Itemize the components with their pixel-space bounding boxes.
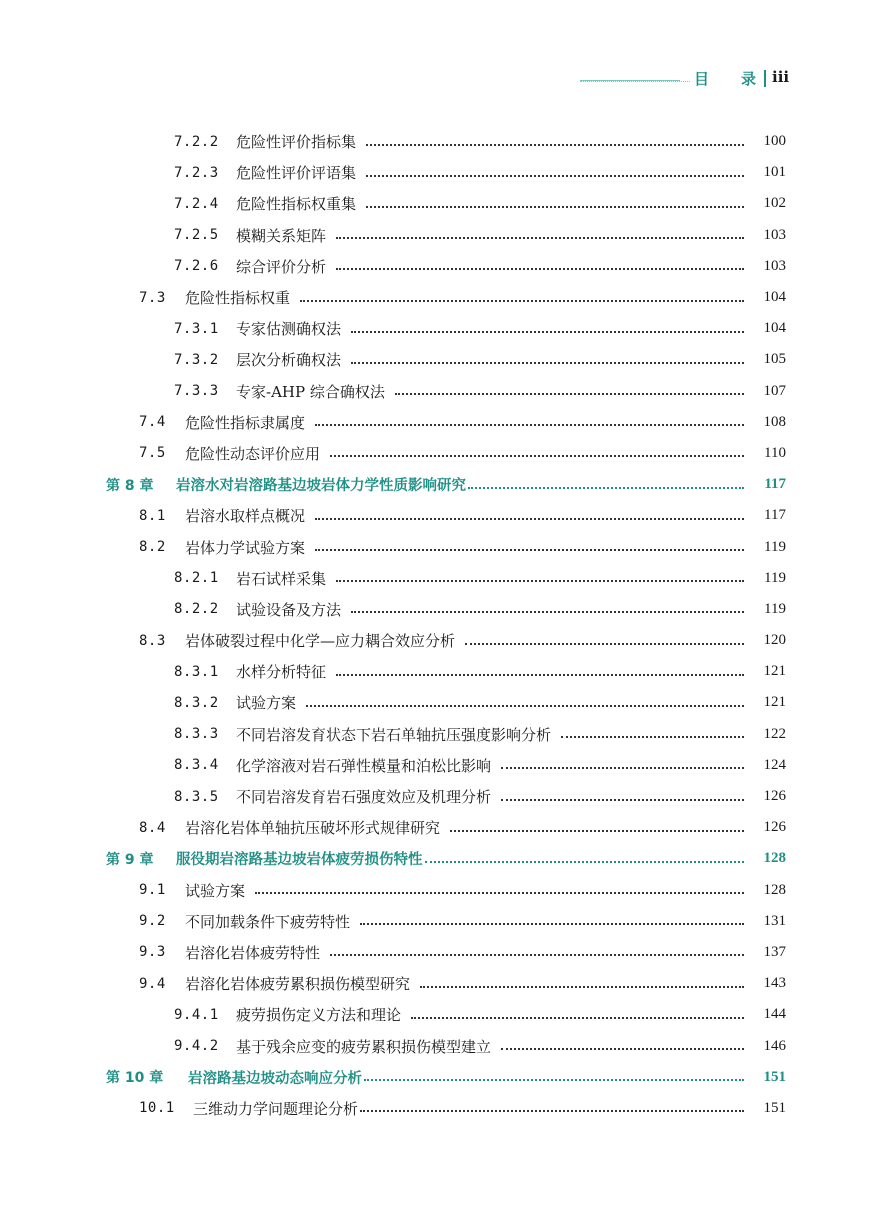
toc-entry-number: 7.2.2 bbox=[174, 133, 219, 150]
header-divider-bar bbox=[764, 70, 766, 87]
toc-entry-page: 119 bbox=[764, 538, 786, 555]
toc-entry[interactable] bbox=[0, 376, 869, 407]
toc-entry[interactable] bbox=[0, 407, 869, 438]
toc-entry-number: 7.3.2 bbox=[174, 351, 219, 368]
toc-entry-page: 121 bbox=[763, 694, 786, 711]
toc-entry-page: 119 bbox=[764, 569, 786, 586]
toc-entry-title: 三维动力学问题理论分析 bbox=[193, 1099, 359, 1118]
toc-entry[interactable] bbox=[0, 220, 869, 251]
toc-dot-leader bbox=[395, 393, 744, 395]
toc-entry-number: 7.3 bbox=[139, 289, 166, 306]
toc-entry[interactable] bbox=[0, 1093, 869, 1124]
toc-dot-leader bbox=[336, 674, 744, 676]
header-page-number: iii bbox=[772, 68, 790, 86]
toc-entry-title: 不同加载条件下疲劳特性 bbox=[185, 912, 351, 931]
toc-entry-page: 103 bbox=[763, 226, 786, 243]
toc-entry-number: 8.3 bbox=[139, 632, 166, 649]
toc-dot-leader bbox=[351, 362, 744, 364]
toc-dot-leader bbox=[465, 643, 744, 645]
toc-entry-title: 岩体破裂过程中化学—应力耦合效应分析 bbox=[185, 632, 456, 651]
toc-dot-leader bbox=[420, 986, 744, 988]
toc-entry[interactable] bbox=[0, 750, 869, 781]
header-char-2: 录 bbox=[741, 70, 757, 88]
toc-entry[interactable] bbox=[0, 687, 869, 718]
toc-entry-page: 143 bbox=[763, 975, 786, 992]
toc-entry[interactable] bbox=[0, 1030, 869, 1061]
toc-entry-number: 9.4 bbox=[139, 975, 166, 992]
toc-entry[interactable] bbox=[0, 812, 869, 843]
toc-entry-title: 岩石试样采集 bbox=[236, 569, 327, 588]
toc-chapter-entry[interactable] bbox=[0, 469, 869, 500]
toc-dot-leader bbox=[411, 1017, 744, 1019]
toc-dot-leader bbox=[351, 331, 744, 333]
header-section-title bbox=[694, 68, 756, 89]
toc-dot-leader bbox=[315, 518, 744, 520]
toc-entry[interactable] bbox=[0, 968, 869, 999]
toc-entry[interactable] bbox=[0, 906, 869, 937]
toc-entry[interactable] bbox=[0, 999, 869, 1030]
toc-dot-leader bbox=[425, 861, 745, 863]
toc-entry-number: 7.4 bbox=[139, 414, 166, 431]
toc-entry-page: 103 bbox=[763, 257, 786, 274]
toc-entry-page: 151 bbox=[763, 1099, 786, 1116]
toc-entry-page: 151 bbox=[763, 1068, 786, 1085]
toc-entry[interactable] bbox=[0, 282, 869, 313]
toc-entry-title: 岩溶化岩体单轴抗压破坏形式规律研究 bbox=[185, 819, 441, 838]
toc-entry-number: 7.5 bbox=[139, 445, 166, 462]
toc-entry-number: 8.1 bbox=[139, 507, 166, 524]
toc-entry-number: 8.2.1 bbox=[174, 570, 219, 587]
toc-entry-title: 危险性指标权重 bbox=[185, 289, 291, 308]
toc-entry-number: 8.4 bbox=[139, 819, 166, 836]
header-dotted-rule bbox=[580, 81, 690, 82]
toc-entry-title: 化学溶液对岩石弹性模量和泊松比影响 bbox=[236, 756, 492, 775]
toc-entry[interactable] bbox=[0, 625, 869, 656]
toc-entry-number: 7.3.3 bbox=[174, 383, 219, 400]
toc-entry[interactable] bbox=[0, 875, 869, 906]
toc-dot-leader bbox=[501, 1048, 744, 1050]
toc-entry[interactable] bbox=[0, 157, 869, 188]
toc-entry-title: 层次分析确权法 bbox=[236, 351, 342, 370]
toc-entry[interactable] bbox=[0, 188, 869, 219]
toc-entry-page: 120 bbox=[763, 632, 786, 649]
toc-entry[interactable] bbox=[0, 656, 869, 687]
toc-entry-number: 8.3.5 bbox=[174, 788, 219, 805]
toc-entry[interactable] bbox=[0, 251, 869, 282]
toc-dot-leader bbox=[366, 175, 744, 177]
toc-dot-leader bbox=[468, 487, 744, 489]
toc-entry-page: 128 bbox=[763, 850, 786, 867]
toc-entry-title: 岩溶路基边坡动态响应分析 bbox=[188, 1070, 362, 1087]
toc-entry[interactable] bbox=[0, 344, 869, 375]
toc-entry-title: 基于残余应变的疲劳累积损伤模型建立 bbox=[236, 1037, 492, 1056]
toc-dot-leader bbox=[450, 830, 744, 832]
toc-dot-leader bbox=[255, 892, 744, 894]
toc-dot-leader bbox=[360, 1110, 744, 1112]
toc-entry-number: 7.2.4 bbox=[174, 195, 219, 212]
toc-entry-title: 岩溶化岩体疲劳累积损伤模型研究 bbox=[185, 975, 411, 994]
table-of-contents bbox=[0, 126, 869, 1124]
toc-entry-number: 8.2 bbox=[139, 539, 166, 556]
toc-entry-title: 综合评价分析 bbox=[236, 257, 327, 276]
toc-entry-number: 9.4.1 bbox=[174, 1006, 219, 1023]
toc-entry[interactable] bbox=[0, 719, 869, 750]
toc-entry-title: 危险性评价评语集 bbox=[236, 164, 357, 183]
toc-entry-page: 128 bbox=[763, 881, 786, 898]
toc-entry-title: 专家估测确权法 bbox=[236, 320, 342, 339]
toc-dot-leader bbox=[351, 611, 744, 613]
toc-entry-page: 144 bbox=[763, 1006, 786, 1023]
toc-entry-title: 岩体力学试验方案 bbox=[185, 538, 306, 557]
toc-entry[interactable] bbox=[0, 438, 869, 469]
toc-entry-page: 122 bbox=[763, 725, 786, 742]
toc-entry[interactable] bbox=[0, 531, 869, 562]
toc-entry-title: 模糊关系矩阵 bbox=[236, 226, 327, 245]
toc-entry-page: 126 bbox=[763, 788, 786, 805]
toc-entry[interactable] bbox=[0, 563, 869, 594]
toc-entry-title: 试验方案 bbox=[236, 694, 297, 713]
toc-entry-title: 专家-AHP 综合确权法 bbox=[236, 382, 385, 401]
toc-dot-leader bbox=[336, 580, 744, 582]
toc-chapter-entry[interactable] bbox=[0, 843, 869, 874]
toc-entry-title: 水样分析特征 bbox=[236, 663, 327, 682]
toc-entry[interactable] bbox=[0, 781, 869, 812]
toc-entry-title: 试验方案 bbox=[185, 881, 246, 900]
toc-entry-number: 7.2.3 bbox=[174, 164, 219, 181]
toc-entry-page: 117 bbox=[764, 507, 786, 524]
toc-entry-title: 危险性动态评价应用 bbox=[185, 444, 321, 463]
toc-dot-leader bbox=[336, 237, 744, 239]
toc-entry-title: 不同岩溶发育岩石强度效应及机理分析 bbox=[236, 788, 492, 807]
toc-entry[interactable] bbox=[0, 500, 869, 531]
toc-dot-leader bbox=[315, 549, 744, 551]
toc-entry-page: 137 bbox=[763, 943, 786, 960]
toc-dot-leader bbox=[501, 767, 744, 769]
running-header bbox=[580, 68, 790, 90]
header-char-1: 目 bbox=[694, 70, 710, 88]
toc-entry-page: 100 bbox=[763, 133, 786, 150]
toc-dot-leader bbox=[306, 705, 744, 707]
toc-entry-page: 126 bbox=[763, 819, 786, 836]
toc-dot-leader bbox=[336, 268, 744, 270]
toc-entry-page: 146 bbox=[763, 1037, 786, 1054]
toc-entry-number: 7.2.6 bbox=[174, 258, 219, 275]
toc-dot-leader bbox=[300, 300, 744, 302]
toc-entry-number: 8.3.2 bbox=[174, 694, 219, 711]
toc-dot-leader bbox=[330, 455, 744, 457]
toc-entry-page: 117 bbox=[764, 476, 786, 493]
toc-dot-leader bbox=[364, 1079, 744, 1081]
toc-entry-number: 8.3.4 bbox=[174, 757, 219, 774]
toc-entry-title: 岩溶水对岩溶路基边坡岩体力学性质影响研究 bbox=[176, 478, 466, 495]
toc-entry-page: 102 bbox=[763, 195, 786, 212]
toc-entry-title: 危险性指标权重集 bbox=[236, 195, 357, 214]
toc-entry-title: 服役期岩溶路基边坡岩体疲劳损伤特性 bbox=[176, 852, 423, 869]
toc-entry-page: 119 bbox=[764, 600, 786, 617]
toc-entry-number: 8.3.1 bbox=[174, 663, 219, 680]
toc-dot-leader bbox=[360, 923, 744, 925]
toc-dot-leader bbox=[330, 954, 744, 956]
toc-entry[interactable] bbox=[0, 313, 869, 344]
toc-entry-page: 108 bbox=[763, 413, 786, 430]
toc-entry-page: 104 bbox=[763, 320, 786, 337]
toc-dot-leader bbox=[366, 206, 744, 208]
toc-entry-page: 110 bbox=[764, 444, 786, 461]
toc-entry-title: 岩溶水取样点概况 bbox=[185, 507, 306, 526]
toc-dot-leader bbox=[366, 144, 744, 146]
toc-entry-number: 第 10 章 bbox=[106, 1070, 164, 1087]
toc-entry-number: 9.3 bbox=[139, 944, 166, 961]
toc-entry-number: 8.3.3 bbox=[174, 726, 219, 743]
toc-entry[interactable] bbox=[0, 594, 869, 625]
toc-entry-page: 124 bbox=[763, 756, 786, 773]
toc-entry-number: 7.2.5 bbox=[174, 227, 219, 244]
toc-chapter-entry[interactable] bbox=[0, 1062, 869, 1093]
toc-entry-page: 131 bbox=[763, 912, 786, 929]
toc-dot-leader bbox=[315, 424, 744, 426]
toc-entry-title: 疲劳损伤定义方法和理论 bbox=[236, 1006, 402, 1025]
toc-dot-leader bbox=[561, 736, 744, 738]
toc-entry-title: 危险性评价指标集 bbox=[236, 133, 357, 152]
toc-entry-number: 8.2.2 bbox=[174, 601, 219, 618]
toc-entry-number: 第 8 章 bbox=[106, 477, 154, 494]
toc-entry[interactable] bbox=[0, 126, 869, 157]
toc-entry-page: 101 bbox=[763, 164, 786, 181]
toc-entry-number: 9.2 bbox=[139, 913, 166, 930]
toc-entry-number: 9.4.2 bbox=[174, 1038, 219, 1055]
toc-entry-number: 9.1 bbox=[139, 882, 166, 899]
toc-entry-page: 104 bbox=[763, 289, 786, 306]
toc-entry-number: 7.3.1 bbox=[174, 320, 219, 337]
toc-entry-title: 危险性指标隶属度 bbox=[185, 413, 306, 432]
toc-entry-title: 试验设备及方法 bbox=[236, 600, 342, 619]
toc-entry-title: 不同岩溶发育状态下岩石单轴抗压强度影响分析 bbox=[236, 725, 552, 744]
toc-entry-number: 第 9 章 bbox=[106, 851, 154, 868]
toc-entry-page: 105 bbox=[763, 351, 786, 368]
toc-entry-title: 岩溶化岩体疲劳特性 bbox=[185, 943, 321, 962]
toc-dot-leader bbox=[501, 799, 744, 801]
toc-entry-page: 107 bbox=[763, 382, 786, 399]
toc-entry-number: 10.1 bbox=[139, 1100, 175, 1117]
toc-entry[interactable] bbox=[0, 937, 869, 968]
toc-entry-page: 121 bbox=[763, 663, 786, 680]
